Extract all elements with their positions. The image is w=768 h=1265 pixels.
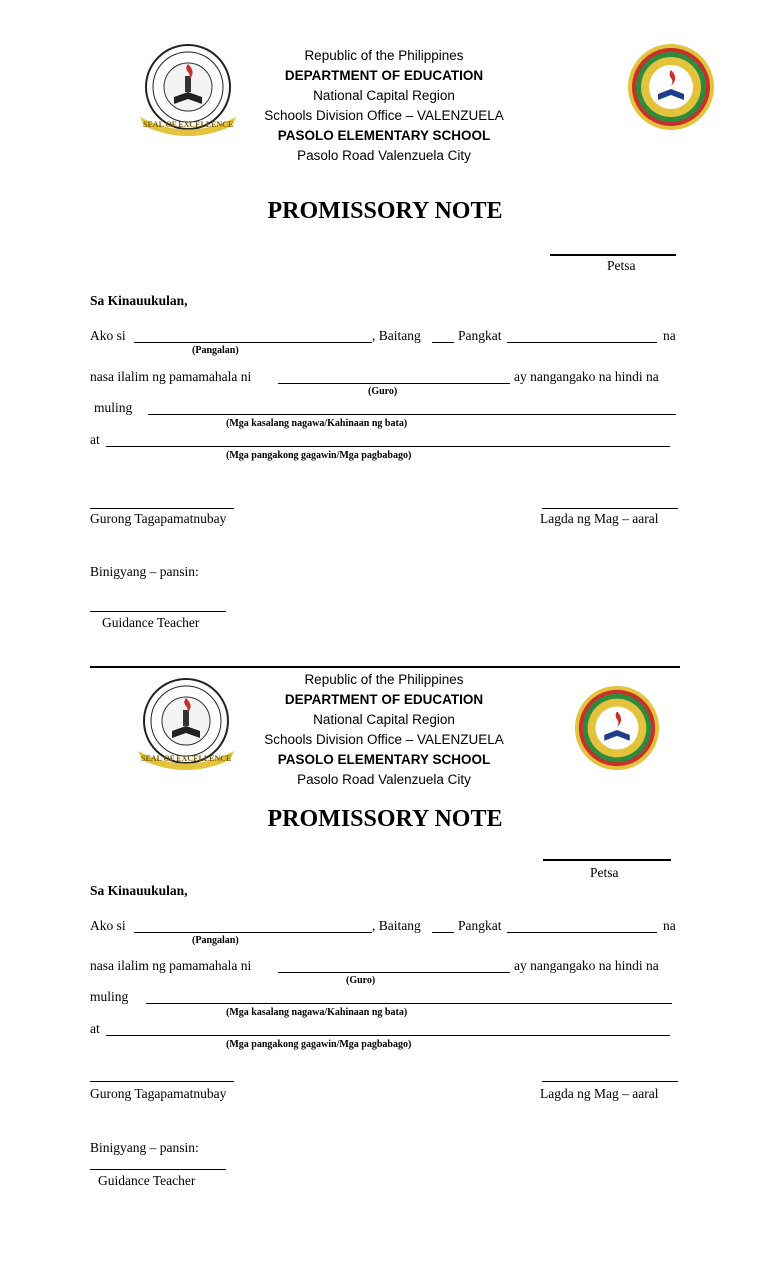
section-field[interactable] bbox=[507, 342, 657, 343]
nangangako-label: ay nangangako na hindi na bbox=[514, 958, 659, 973]
guidance-signature-line[interactable] bbox=[90, 1169, 226, 1170]
offense-field[interactable] bbox=[146, 1003, 672, 1004]
baitang-label: , Baitang bbox=[372, 328, 421, 343]
header-address: Pasolo Road Valenzuela City bbox=[297, 772, 471, 787]
header-block bbox=[230, 46, 538, 166]
guro-caption: (Guro) bbox=[346, 975, 376, 986]
school-seal-logo bbox=[568, 684, 666, 772]
at-label: at bbox=[90, 1021, 100, 1036]
grade-field[interactable] bbox=[432, 342, 454, 343]
na-label: na bbox=[663, 328, 676, 343]
pangalan-caption: (Pangalan) bbox=[192, 935, 239, 946]
header-division: Schools Division Office – VALENZUELA bbox=[264, 108, 504, 123]
header-division: Schools Division Office – VALENZUELA bbox=[264, 732, 504, 747]
student-label: Lagda ng Mag – aaral bbox=[540, 511, 659, 526]
na-label: na bbox=[663, 918, 676, 933]
student-signature-line[interactable] bbox=[542, 508, 678, 509]
header-school: PASOLO ELEMENTARY SCHOOL bbox=[277, 128, 491, 143]
teacher-field[interactable] bbox=[278, 383, 510, 384]
page-title: PROMISSORY NOTE bbox=[267, 198, 503, 224]
grade-field[interactable] bbox=[432, 932, 454, 933]
ako-si-label: Ako si bbox=[90, 918, 126, 933]
pangako-caption: (Mga pangakong gagawin/Mga pagbabago) bbox=[226, 450, 412, 461]
kasalanan-caption: (Mga kasalang nagawa/Kahinaan ng bata) bbox=[226, 1007, 408, 1018]
muling-label: muling bbox=[90, 989, 129, 1004]
header-region: National Capital Region bbox=[313, 88, 455, 103]
kasalanan-caption: (Mga kasalang nagawa/Kahinaan ng bata) bbox=[226, 418, 408, 429]
header-school: PASOLO ELEMENTARY SCHOOL bbox=[277, 752, 491, 767]
page-title: PROMISSORY NOTE bbox=[267, 806, 503, 832]
adviser-signature-line[interactable] bbox=[90, 1081, 234, 1082]
guidance-label: Guidance Teacher bbox=[102, 615, 200, 630]
pangkat-label: Pangkat bbox=[458, 328, 502, 343]
teacher-field[interactable] bbox=[278, 972, 510, 973]
student-signature-line[interactable] bbox=[542, 1081, 678, 1082]
nasa-label: nasa ilalim ng pamamahala ni bbox=[90, 369, 252, 384]
salutation: Sa Kinauukulan, bbox=[90, 293, 188, 308]
promise-field[interactable] bbox=[106, 446, 670, 447]
at-label: at bbox=[90, 432, 100, 447]
student-label: Lagda ng Mag – aaral bbox=[540, 1086, 659, 1101]
guidance-label: Guidance Teacher bbox=[98, 1173, 196, 1188]
left-seal-ribbon-text: SEAL OF EXCELLENCE bbox=[141, 754, 232, 763]
left-seal-ribbon-text: SEAL OF EXCELLENCE bbox=[143, 120, 234, 129]
header-republic: Republic of the Philippines bbox=[304, 48, 464, 63]
date-label: Petsa bbox=[607, 258, 636, 273]
pangako-caption: (Mga pangakong gagawin/Mga pagbabago) bbox=[226, 1039, 412, 1050]
header-region: National Capital Region bbox=[313, 712, 455, 727]
offense-field[interactable] bbox=[148, 414, 676, 415]
guro-caption: (Guro) bbox=[368, 386, 398, 397]
name-field[interactable] bbox=[134, 342, 372, 343]
noted-label: Binigyang – pansin: bbox=[90, 1140, 199, 1155]
adviser-label: Gurong Tagapamatnubay bbox=[90, 511, 227, 526]
name-field[interactable] bbox=[134, 932, 372, 933]
promise-field[interactable] bbox=[106, 1035, 670, 1036]
header-address: Pasolo Road Valenzuela City bbox=[297, 148, 471, 163]
noted-label: Binigyang – pansin: bbox=[90, 564, 199, 579]
guidance-signature-line[interactable] bbox=[90, 611, 226, 612]
header-block bbox=[230, 670, 538, 790]
ako-si-label: Ako si bbox=[90, 328, 126, 343]
adviser-signature-line[interactable] bbox=[90, 508, 234, 509]
nangangako-label: ay nangangako na hindi na bbox=[514, 369, 659, 384]
baitang-label: , Baitang bbox=[372, 918, 421, 933]
header-deped: DEPARTMENT OF EDUCATION bbox=[284, 692, 484, 707]
pangalan-caption: (Pangalan) bbox=[192, 345, 239, 356]
section-field[interactable] bbox=[507, 932, 657, 933]
nasa-label: nasa ilalim ng pamamahala ni bbox=[90, 958, 252, 973]
pangkat-label: Pangkat bbox=[458, 918, 502, 933]
date-label: Petsa bbox=[590, 865, 619, 880]
adviser-label: Gurong Tagapamatnubay bbox=[90, 1086, 227, 1101]
muling-label: muling bbox=[94, 400, 133, 415]
date-line[interactable] bbox=[550, 254, 676, 256]
section-divider bbox=[90, 666, 680, 668]
header-deped: DEPARTMENT OF EDUCATION bbox=[284, 68, 484, 83]
school-seal-logo bbox=[622, 42, 720, 132]
salutation: Sa Kinauukulan, bbox=[90, 883, 188, 898]
header-republic: Republic of the Philippines bbox=[304, 672, 464, 687]
date-line[interactable] bbox=[543, 859, 671, 861]
